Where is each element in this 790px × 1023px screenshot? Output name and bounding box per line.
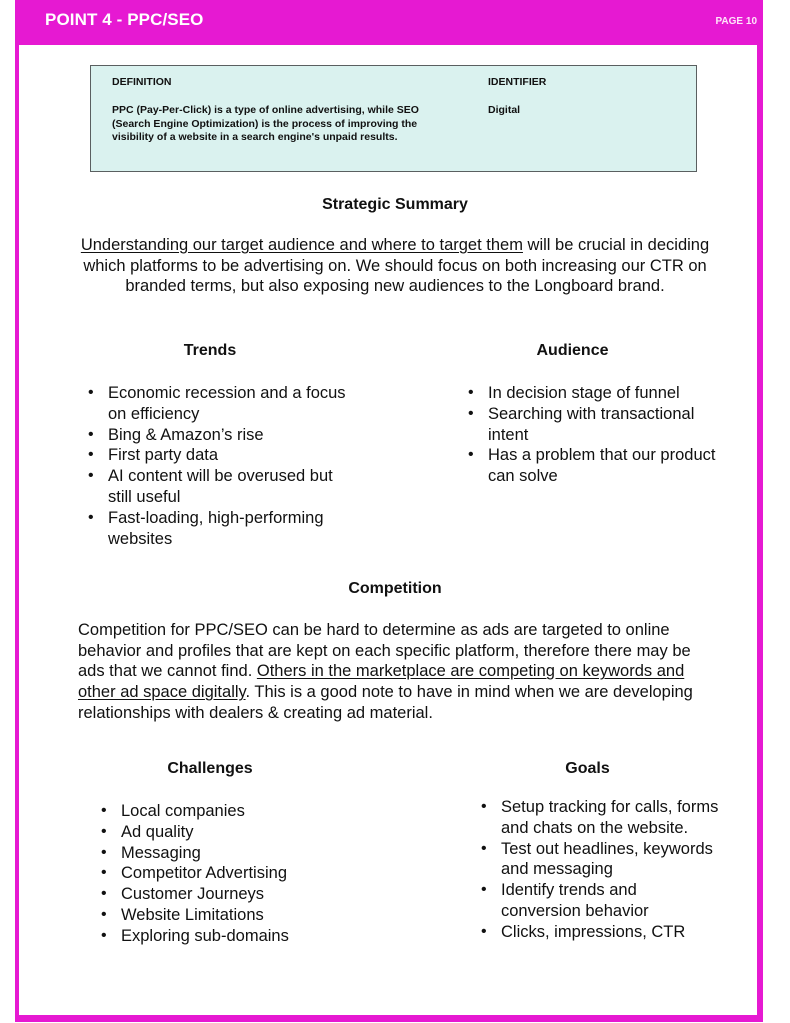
list-item: • Clicks, impressions, CTR: [479, 922, 719, 943]
list-item: • Identify trends and conversion behavior: [479, 880, 719, 922]
competition-underlined-text: Others in the marketplace are competing on keywords and other ad space digitally: [78, 662, 685, 702]
list-item: • AI content will be overused but still useful: [86, 466, 356, 508]
strategic-summary-text: [80, 235, 710, 297]
list-item: • Test out headlines, keywords and messaging: [479, 839, 719, 881]
competition-title: Competition: [348, 580, 442, 597]
list-item: • First party data: [86, 445, 356, 466]
list-item: • Ad quality: [99, 822, 359, 843]
competition-text: [78, 620, 718, 724]
competition-text-after: . This is a good note to have in mind when we are developing relationships with dealers & creating ad material.: [78, 683, 693, 722]
definition-text: PPC (Pay-Per-Click) is a type of online advertising, while SEO (Search Engine Optimization) is the process of improving the visibility of a website in a search engine's unpaid results.: [112, 104, 419, 143]
list-item: • Bing & Amazon’s rise: [86, 425, 356, 446]
goals-title: Goals: [565, 760, 610, 777]
list-item: • Customer Journeys: [99, 884, 359, 905]
goals-list: [479, 797, 719, 943]
trends-list: [86, 383, 356, 549]
list-item: • Competitor Advertising: [99, 863, 359, 884]
page-title: POINT 4 - PPC/SEO: [45, 10, 204, 29]
challenges-title: Challenges: [167, 760, 253, 777]
identifier-value: Digital: [488, 104, 521, 116]
challenges-list: [99, 801, 359, 947]
list-item: • Exploring sub-domains: [99, 926, 359, 947]
list-item: • In decision stage of funnel: [466, 383, 716, 404]
identifier-heading: IDENTIFIER: [488, 76, 547, 88]
list-item: • Searching with transactional intent: [466, 404, 716, 446]
page-number: PAGE 10: [715, 16, 757, 27]
summary-underlined-text: Understanding our target audience and where to target them: [80, 236, 523, 254]
audience-list: [466, 383, 716, 487]
definition-heading: DEFINITION: [112, 76, 172, 88]
audience-title: Audience: [536, 342, 609, 359]
list-item: • Messaging: [99, 843, 359, 864]
list-item: • Fast-loading, high-performing websites: [86, 508, 356, 550]
list-item: • Has a problem that our product can solve: [466, 445, 716, 487]
list-item: • Website Limitations: [99, 905, 359, 926]
strategic-summary-title: Strategic Summary: [322, 196, 468, 213]
trends-title: Trends: [183, 342, 237, 359]
summary-rest-text: will be crucial in deciding which platforms to be advertising on. We should focus on both increasing our CTR on branded terms, but also exposing new audiences to the Longboard brand.: [83, 236, 710, 295]
definition-box: [90, 65, 697, 172]
list-item: • Local companies: [99, 801, 359, 822]
list-item: • Setup tracking for calls, forms and chats on the website.: [479, 797, 719, 839]
list-item: • Economic recession and a focus on efficiency: [86, 383, 356, 425]
competition-text-before: Competition for PPC/SEO can be hard to determine as ads are targeted to online behavior and profiles that are kept on each specific platform, therefore there may be ads that we cannot find.: [78, 621, 691, 681]
